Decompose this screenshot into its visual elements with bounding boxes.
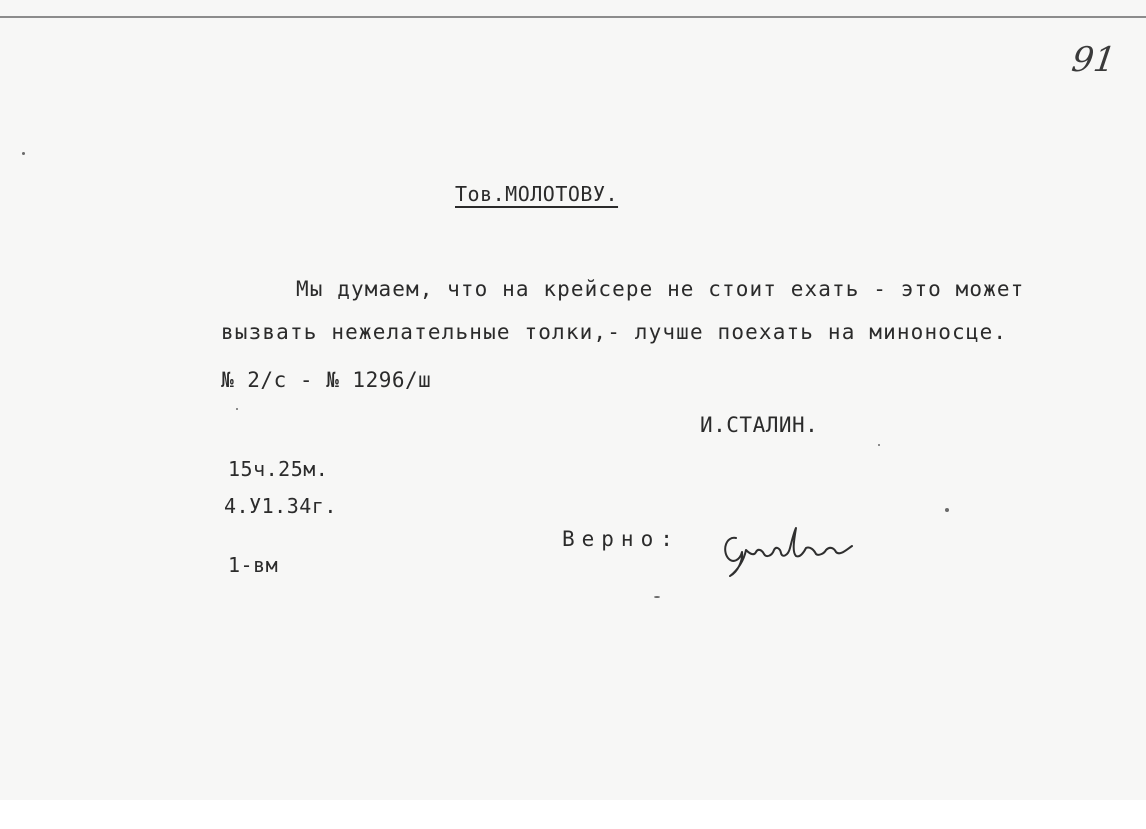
body-text-line-1: Мы думаем, что на крейсере не стоит ехать - это может	[296, 277, 1025, 301]
page-top-edge	[0, 16, 1146, 18]
time-stamp: 15ч.25м.	[228, 457, 329, 481]
ink-speck	[945, 508, 949, 512]
page-bottom-margin	[0, 800, 1146, 829]
reference-number: № 2/с - № 1296/ш	[221, 368, 432, 392]
body-text-line-2: вызвать нежелательные толки,- лучше поехать на миноносце.	[221, 320, 1008, 344]
copies-note: 1-вм	[228, 553, 279, 577]
date-stamp: 4.У1.34г.	[224, 494, 337, 518]
page-number: 91	[1069, 40, 1119, 80]
ink-speck	[878, 444, 880, 446]
handwritten-signature	[718, 520, 858, 580]
ink-speck	[654, 596, 660, 598]
typed-signature: И.СТАЛИН.	[700, 413, 819, 437]
certified-label: Верно:	[562, 527, 680, 551]
ink-speck	[22, 152, 25, 155]
ink-speck	[236, 408, 238, 410]
addressee: Тов.МОЛОТОВУ.	[455, 182, 619, 206]
